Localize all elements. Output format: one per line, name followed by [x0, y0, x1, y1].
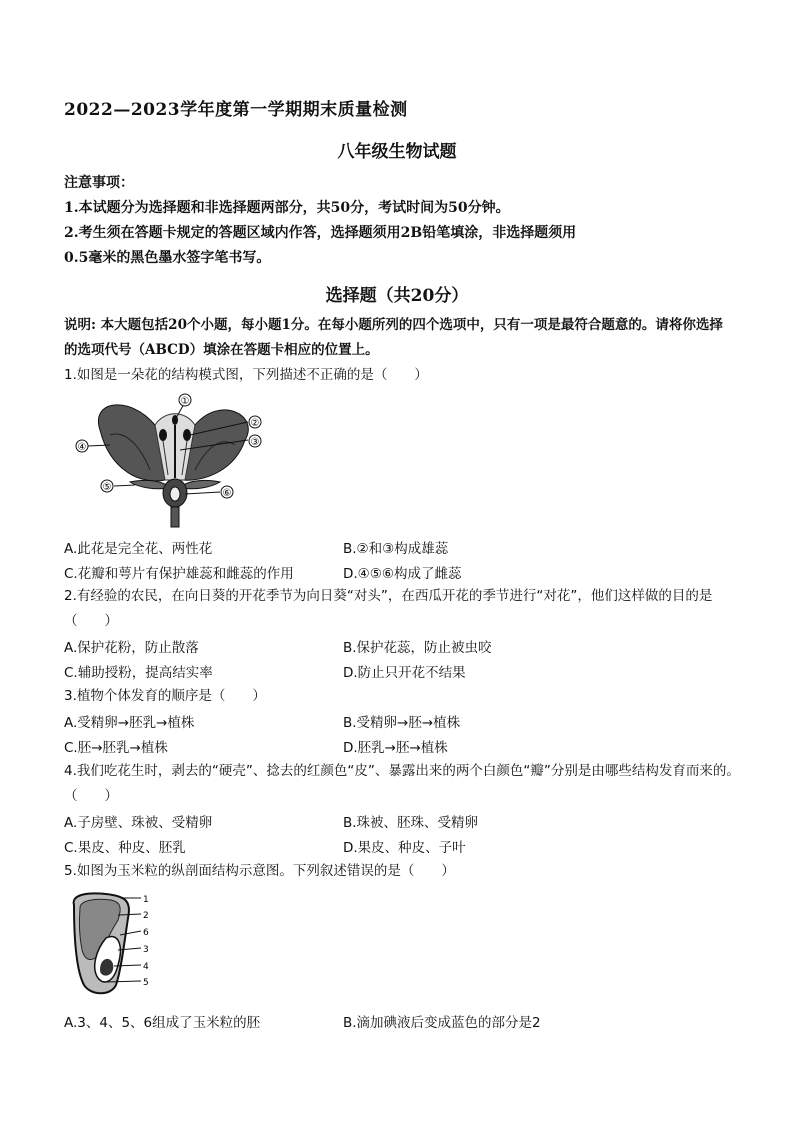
- question-4-option-b: B.珠被、胚珠、受精卵: [343, 815, 479, 831]
- question-2-option-a: A.保护花粉，防止散落: [64, 640, 199, 656]
- question-5-stem: 5.如图为玉米粒的纵剖面结构示意图。下列叙述错误的是（ ）: [64, 863, 455, 879]
- exam-title: 2022—2023学年度第一学期期末质量检测: [64, 100, 408, 120]
- question-1-option-c: C.花瓣和萼片有保护雄蕊和雌蕊的作用: [64, 566, 294, 582]
- svg-text:5: 5: [143, 978, 149, 988]
- svg-text:⑤: ⑤: [102, 482, 112, 493]
- question-2-option-d: D.防止只开花不结果: [343, 665, 466, 681]
- question-3-option-a: A.受精卵→胚乳→植株: [64, 715, 195, 731]
- question-2-stem: 2.有经验的农民，在向日葵的开花季节为向日葵“对头”，在西瓜开花的季节进行“对花”，他们这样做的目的是（ ）: [64, 588, 713, 629]
- svg-text:⑥: ⑥: [222, 488, 232, 499]
- exam-subtitle: 八年级生物试题: [337, 142, 457, 162]
- question-2-option-b: B.保护花蕊，防止被虫咬: [343, 640, 492, 656]
- svg-text:6: 6: [143, 928, 149, 938]
- question-5-option-b: B.滴加碘液后变成蓝色的部分是2: [343, 1015, 541, 1031]
- question-1-option-a: A.此花是完全花、两性花: [64, 541, 213, 557]
- question-1-option-b: B.②和③构成雄蕊: [343, 541, 449, 557]
- svg-text:①: ①: [180, 396, 190, 407]
- svg-text:④: ④: [77, 442, 87, 453]
- svg-text:②: ②: [250, 418, 260, 429]
- question-3-option-b: B.受精卵→胚→植株: [343, 715, 461, 731]
- question-2-option-c: C.辅助授粉，提高结实率: [64, 665, 213, 681]
- corn-kernel-figure: [66, 890, 156, 1000]
- question-4-option-c: C.果皮、种皮、胚乳: [64, 840, 186, 856]
- question-4-stem: 4.我们吃花生时，剥去的“硬壳”、捻去的红颜色“皮”、暴露出来的两个白颜色“瓣”分别是由哪些结构发育而来的。（ ）: [64, 763, 740, 804]
- svg-text:3: 3: [143, 945, 149, 955]
- notes-heading: 注意事项：: [64, 175, 134, 191]
- question-3-option-c: C.胚→胚乳→植株: [64, 740, 168, 756]
- question-4-option-a: A.子房壁、珠被、受精卵: [64, 815, 213, 831]
- section-instructions: 说明: 本大题包括20个小题，每小题1分。在每小题所列的四个选项中，只有一项是最符合题意的。请将你选择的选项代号（ABCD）填涂在答题卡相应的位置上。: [64, 317, 723, 358]
- question-1-option-d: D.④⑤⑥构成了雌蕊: [343, 566, 462, 582]
- question-1-stem: 1.如图是一朵花的结构模式图，下列描述不正确的是（ ）: [64, 367, 428, 383]
- question-4-option-d: D.果皮、种皮、子叶: [343, 840, 466, 856]
- section-title: 选择题（共20分）: [325, 286, 469, 306]
- question-5-option-a: A.3、4、5、6组成了玉米粒的胚: [64, 1015, 261, 1031]
- svg-text:1: 1: [143, 895, 149, 905]
- question-3-option-d: D.胚乳→胚→植株: [343, 740, 448, 756]
- note-item-2: 2.考生须在答题卡规定的答题区域内作答，选择题须用2B铅笔填涂，非选择题须用: [64, 225, 577, 241]
- flower-structure-figure: [70, 390, 270, 530]
- question-3-stem: 3.植物个体发育的顺序是（ ）: [64, 688, 266, 704]
- note-item-1: 1.本试题分为选择题和非选择题两部分，共50分，考试时间为50分钟。: [64, 200, 510, 216]
- note-item-3: 0.5毫米的黑色墨水签字笔书写。: [64, 250, 271, 266]
- svg-text:2: 2: [143, 911, 149, 921]
- svg-text:③: ③: [250, 437, 260, 448]
- svg-text:4: 4: [143, 962, 149, 972]
- corn-figure-labels: [143, 895, 149, 988]
